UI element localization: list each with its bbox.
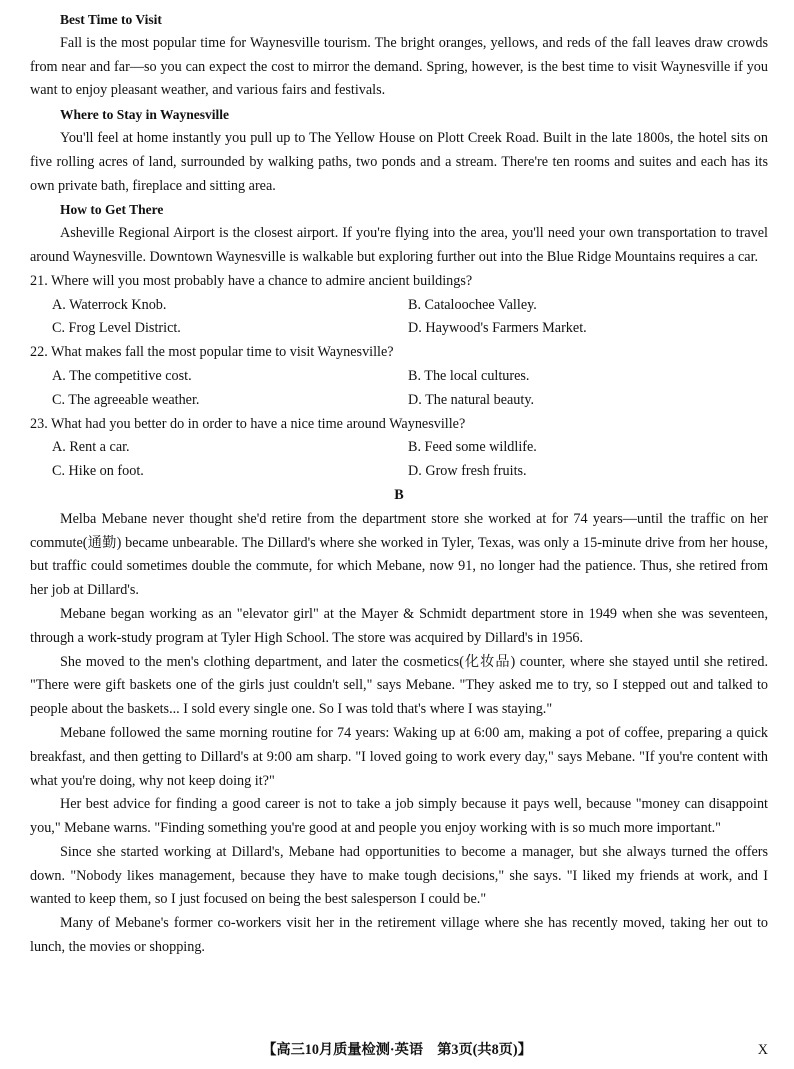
question-stem: 22. What makes fall the most popular time to visit Waynesville?: [30, 344, 394, 361]
passage-b-paragraph: Melba Mebane never thought she'd retire from the department store she worked at for 74 years—until the traffic on her commute(通勤) became unbearable. The Dillard's where she worked in Tyler, Texas, was only a 15-minute drive from her house, but traffic could sometimes double the commute, for which Mebane, now 91, no longer had the patience. Thus, she retired from her job at Dillard's.: [30, 510, 768, 599]
section-heading-best-time: Best Time to Visit: [60, 12, 162, 27]
answer-options: [30, 436, 768, 484]
section-heading-where-to-stay: Where to Stay in Waynesville: [60, 107, 230, 123]
passage-b-paragraph: Mebane began working as an "elevator girl" at the Mayer & Schmidt department store in 1949 when she was seventeen, through a work-study program at Tyler High School. The store was acquired by Dillard's in 1956.: [30, 605, 768, 646]
question-22: [30, 341, 768, 412]
option-a: A. Waterrock Knob.: [52, 296, 167, 313]
passage-b-paragraph: Many of Mebane's former co-workers visit her in the retirement village where she has recently moved, taking her out to lunch, the movies or shopping.: [30, 915, 768, 956]
passage-b-paragraph: She moved to the men's clothing department, and later the cosmetics(化妆品) counter, where she stayed until she retired. "There were gift baskets one of the girls just couldn't sell," says Mebane. "They asked me to try, so I stepped out and talked to people about the baskets... I sold every single one. So I was told that's where I was staying.": [30, 653, 768, 718]
question-23: [30, 413, 768, 484]
option-c: C. The agreeable weather.: [52, 391, 200, 408]
option-a: A. Rent a car.: [52, 439, 130, 456]
answer-options: [30, 294, 768, 342]
option-b: B. The local cultures.: [408, 367, 530, 384]
passage-b-paragraph: Mebane followed the same morning routine for 74 years: Waking up at 6:00 am, making a pot of coffee, preparing a quick breakfast, and then getting to Dillard's at 9:00 am sharp. "I loved going to work every day," says Mebane. "If you're content with what you're doing, why not keep doing it?": [30, 724, 768, 789]
question-stem: 23. What had you better do in order to have a nice time around Waynesville?: [30, 415, 466, 432]
page-content: [30, 8, 768, 960]
option-b: B. Feed some wildlife.: [408, 439, 537, 456]
passage-b-paragraph: Since she started working at Dillard's, Mebane had opportunities to become a manager, but she always turned the offers down. "Nobody likes management, because they have to make tough decisions," she says. "I liked my friends at work, and I wanted to keep them, so I just focused on being the best salesperson I could be.": [30, 843, 768, 908]
paragraph-best-time: Fall is the most popular time for Waynesville tourism. The bright oranges, yellows, and reds of the fall leaves draw crowds from near and far—so you can expect the cost to mirror the demand. Spring, however, is the best time to visit Waynesville if you want to enjoy pleasant weather, and various fairs and festivals.: [30, 34, 768, 99]
question-stem: 21. Where will you most probably have a chance to admire ancient buildings?: [30, 272, 473, 289]
paragraph-how-to-get-there: Asheville Regional Airport is the closest airport. If you're flying into the area, you'll need your own transportation to travel around Waynesville. Downtown Waynesville is walkable but exploring further out into the Blue Ridge Mountains requires a car.: [30, 225, 768, 265]
option-d: D. Grow fresh fruits.: [408, 463, 527, 480]
option-a: A. The competitive cost.: [52, 367, 192, 384]
option-c: C. Frog Level District.: [52, 320, 181, 337]
passage-b-paragraph: Her best advice for finding a good career is not to take a job simply because it pays well, because "money can disappoint you," Mebane warns. "Finding something you're good at and people you enjoy working with is so much more important.": [30, 796, 768, 837]
passage-b-letter: B: [394, 486, 404, 503]
option-c: C. Hike on foot.: [52, 463, 144, 480]
page-footer: [0, 1038, 794, 1062]
section-heading-how-to-get-there: How to Get There: [60, 202, 164, 218]
footer-version-mark: X: [757, 1042, 768, 1058]
footer-exam-title: 【高三10月质量检测·英语 第3页(共8页)】: [262, 1042, 532, 1058]
option-d: D. Haywood's Farmers Market.: [408, 320, 587, 337]
question-21: [30, 270, 768, 341]
option-b: B. Cataloochee Valley.: [408, 296, 537, 313]
option-d: D. The natural beauty.: [408, 391, 535, 408]
answer-options: [30, 365, 768, 413]
paragraph-where-to-stay: You'll feel at home instantly you pull up to The Yellow House on Plott Creek Road. Built in the late 1800s, the hotel sits on five rolling acres of land, surrounded by walking paths, two ponds and a stream. There're ten rooms and suites and each has its own private bath, fireplace and sitting area.: [30, 129, 768, 194]
